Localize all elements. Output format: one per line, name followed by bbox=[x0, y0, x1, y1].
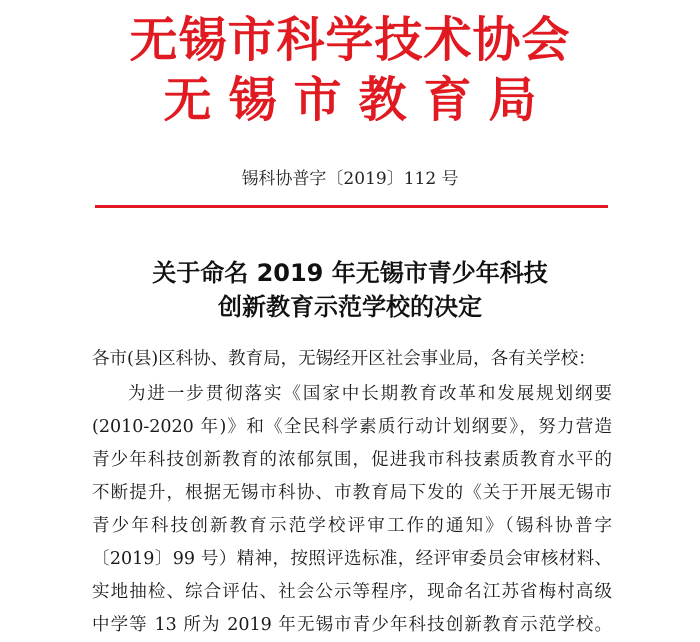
body-line: 实地抽检、综合评估、社会公示等程序，现命名江苏省梅村高级 bbox=[92, 582, 612, 602]
issuer-name-association: 无锡市科学技术协会 bbox=[129, 12, 571, 68]
document-title-line-2: 创新教育示范学校的决定 bbox=[218, 293, 482, 321]
document-title-line-1: 关于命名 2019 年无锡市青少年科技 bbox=[152, 259, 548, 287]
body-line: 不断提升，根据无锡市科协、市教育局下发的《关于开展无锡市 bbox=[92, 483, 612, 503]
body-line: (2010-2020 年)》和《全民科学素质行动计划纲要》，努力营造 bbox=[92, 417, 612, 437]
issuer-name-education-bureau: 无锡市教育局 bbox=[163, 72, 554, 128]
red-header-rule bbox=[95, 205, 608, 208]
salutation: 各市(县)区科协、教育局，无锡经开区社会事业局，各有关学校： bbox=[92, 349, 596, 369]
document-number: 锡科协普字〔2019〕112 号 bbox=[241, 169, 459, 189]
body-line: 〔2019〕99 号）精神，按照评选标准，经评审委员会审核材料、 bbox=[92, 549, 612, 569]
body-line: 青少年科技创新教育示范学校评审工作的通知》（锡科协普字 bbox=[92, 516, 612, 536]
body-paragraph bbox=[92, 378, 612, 642]
body-line: 中学等 13 所为 2019 年无锡市青少年科技创新教育示范学校。 bbox=[92, 615, 612, 635]
body-line: 青少年科技创新教育的浓郁氛围，促进我市科技素质教育水平的 bbox=[92, 450, 612, 470]
body-line: 为进一步贯彻落实《国家中长期教育改革和发展规划纲要 bbox=[128, 384, 612, 404]
